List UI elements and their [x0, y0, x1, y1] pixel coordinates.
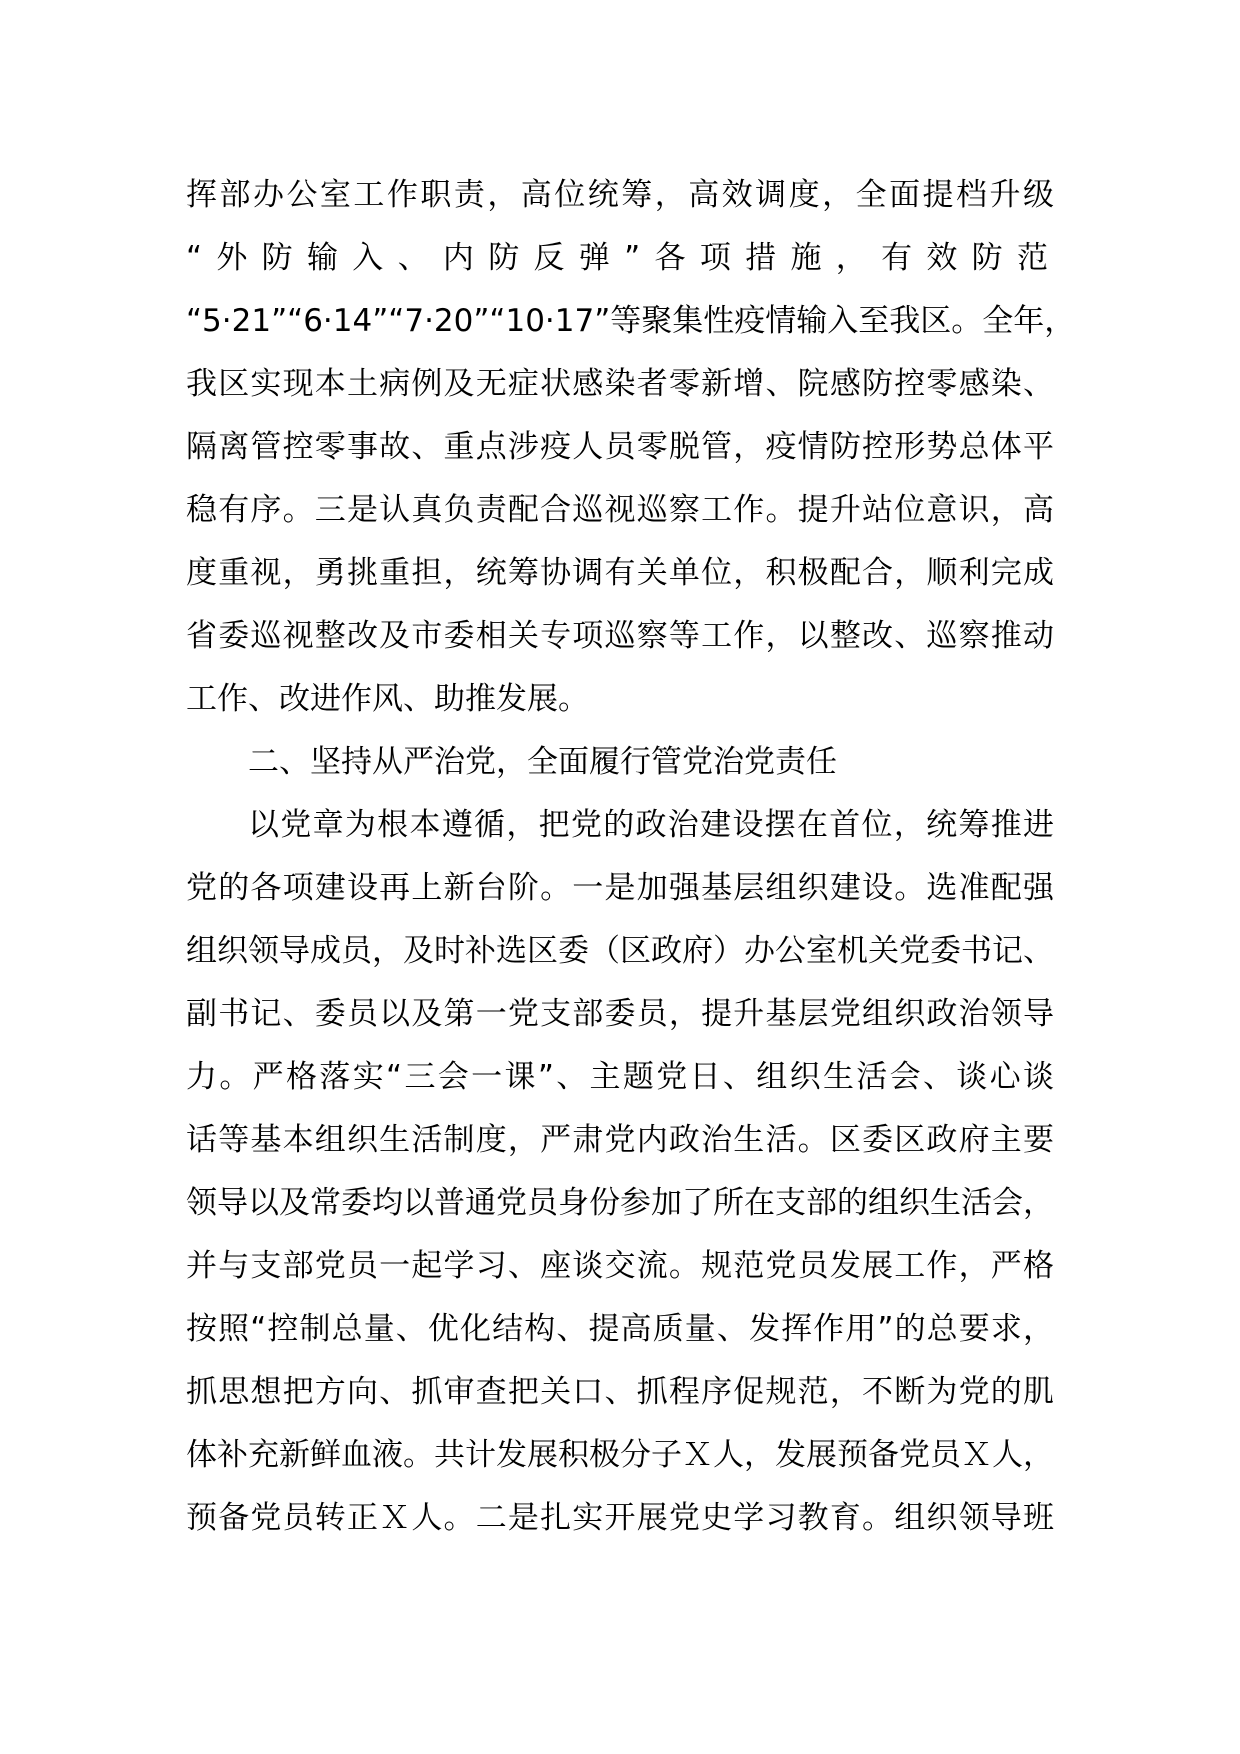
- text-line: 领导以及常委均以普通党员身份参加了所在支部的组织生活会，: [186, 1185, 1054, 1221]
- text-line: 预备党员转正Ｘ人。二是扎实开展党史学习教育。组织领导班: [186, 1500, 1054, 1536]
- text-line: 我区实现本土病例及无症状感染者零新增、院感防控零感染、: [186, 366, 1054, 402]
- text-line: 副书记、委员以及第一党支部委员，提升基层党组织政治领导: [186, 996, 1054, 1032]
- text-line: 挥部办公室工作职责，高位统筹，高效调度，全面提档升级: [186, 177, 1054, 213]
- section-heading: 二、坚持从严治党，全面履行管党治党责任: [248, 744, 837, 780]
- text-line: 组织领导成员，及时补选区委（区政府）办公室机关党委书记、: [186, 933, 1054, 969]
- text-line: 省委巡视整改及市委相关专项巡察等工作，以整改、巡察推动: [186, 618, 1054, 654]
- text-line: 稳有序。三是认真负责配合巡视巡察工作。提升站位意识，高: [186, 492, 1054, 528]
- text-line: 并与支部党员一起学习、座谈交流。规范党员发展工作，严格: [186, 1248, 1054, 1284]
- text-line: 工作、改进作风、助推发展。: [186, 681, 589, 717]
- text-line: 以党章为根本遵循，把党的政治建设摆在首位，统筹推进: [248, 807, 1054, 843]
- text-line: 体补充新鲜血液。共计发展积极分子Ｘ人，发展预备党员Ｘ人，: [186, 1437, 1054, 1473]
- text-line: 力。严格落实“三会一课”、主题党日、组织生活会、谈心谈: [186, 1059, 1054, 1095]
- text-line: 抓思想把方向、抓审查把关口、抓程序促规范，不断为党的肌: [186, 1374, 1054, 1410]
- text-line: 党的各项建设再上新台阶。一是加强基层组织建设。选准配强: [186, 870, 1054, 906]
- text-line: 隔离管控零事故、重点涉疫人员零脱管，疫情防控形势总体平: [186, 429, 1054, 465]
- text-line: “外防输入、内防反弹”各项措施，有效防范: [186, 240, 1054, 276]
- text-line: “5·21”“6·14”“7·20”“10·17”等聚集性疫情输入至我区。全年，: [186, 303, 1076, 339]
- text-line: 按照“控制总量、优化结构、提高质量、发挥作用”的总要求，: [186, 1311, 1054, 1347]
- text-line: 度重视，勇挑重担，统筹协调有关单位，积极配合，顺利完成: [186, 555, 1054, 591]
- text-line: 话等基本组织生活制度，严肃党内政治生活。区委区政府主要: [186, 1122, 1054, 1158]
